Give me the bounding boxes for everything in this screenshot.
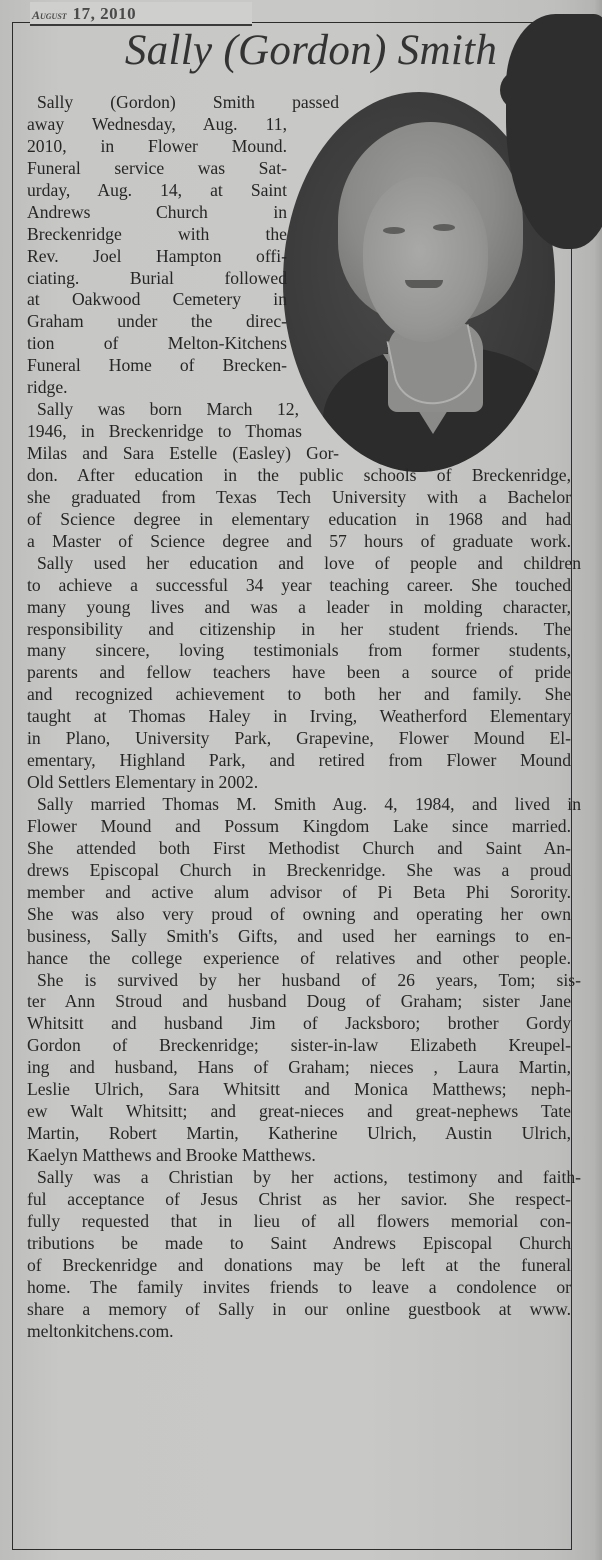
date-day-year: 17, 2010	[72, 4, 137, 23]
paragraph-marriage	[27, 794, 581, 970]
text-line: drews Episcopal Church in Breckenridge. She was a proud	[27, 859, 571, 880]
text-line: at Oakwood Cemetery in	[27, 289, 287, 310]
text-line: meltonkitchens.com.	[27, 1320, 174, 1341]
clipping-date	[30, 2, 252, 26]
text-line: ing and husband, Hans of Graham; nieces , Laura Martin,	[27, 1057, 571, 1078]
text-line: business, Sally Smith's Gifts, and used her earnings to en-	[27, 925, 571, 946]
text-line: hance the college experience of relatives and other people.	[27, 947, 571, 968]
text-line: many sincere, loving testimonials from former students,	[27, 640, 571, 661]
text-line: 2010, in Flower Mound.	[27, 135, 287, 156]
text-line: Rev. Joel Hampton offi-	[27, 245, 287, 266]
text-line: to achieve a successful 34 year teaching career. She touched	[27, 574, 571, 595]
text-line: share a memory of Sally in our online guestbook at www.	[27, 1298, 571, 1319]
date-month: August	[32, 8, 67, 22]
text-line: Sally was born March 12,	[37, 399, 299, 420]
text-line: Whitsitt and husband Jim of Jacksboro; brother Gordy	[27, 1013, 571, 1034]
text-line: Graham under the direc-	[27, 311, 287, 332]
text-line: parents and fellow teachers have been a source of pride	[27, 662, 571, 683]
text-line: Breckenridge with the	[27, 223, 287, 244]
dark-tape-mark-edge	[500, 70, 540, 110]
paragraph-death-notice	[27, 92, 571, 399]
text-line: a Master of Science degree and 57 hours of graduate work.	[27, 530, 571, 551]
text-line: She was also very proud of owning and operating her own	[27, 903, 571, 924]
text-line: tributions be made to Saint Andrews Episcopal Church	[27, 1232, 571, 1253]
text-line: Andrews Church in	[27, 201, 287, 222]
text-line: many young lives and was a leader in molding character,	[27, 596, 571, 617]
text-line: home. The family invites friends to leave a condolence or	[27, 1276, 571, 1297]
text-line: Funeral Home of Brecken-	[27, 355, 287, 376]
text-line: She is survived by her husband of 26 years, Tom; sis-	[37, 969, 581, 990]
text-line: of Breckenridge and donations may be left at the funeral	[27, 1254, 571, 1275]
text-line: tion of Melton-Kitchens	[27, 333, 287, 354]
obituary-body	[27, 92, 581, 1342]
text-line: ementary, Highland Park, and retired from Flower Mound	[27, 750, 571, 771]
text-line: responsibility and citizenship in her student friends. The	[27, 618, 571, 639]
text-line: ew Walt Whitsitt; and great-nieces and great-nephews Tate	[27, 1101, 571, 1122]
paragraph-career	[27, 552, 581, 794]
text-line: Old Settlers Elementary in 2002.	[27, 772, 259, 793]
text-line: ter Ann Stroud and husband Doug of Graham; sister Jane	[27, 991, 571, 1012]
text-line: Kaelyn Matthews and Brooke Matthews.	[27, 1145, 316, 1165]
text-line: Leslie Ulrich, Sara Whitsitt and Monica Matthews; neph-	[27, 1079, 571, 1100]
text-line: Funeral service was Sat-	[27, 157, 287, 178]
text-line: member and active alum advisor of Pi Beta Phi Sorority.	[27, 881, 571, 902]
text-line: She attended both First Methodist Church and Saint An-	[27, 837, 571, 858]
text-line: taught at Thomas Haley in Irving, Weatherford Elementary	[27, 706, 571, 727]
text-line: Martin, Robert Martin, Katherine Ulrich, Austin Ulrich,	[27, 1123, 571, 1144]
text-line: ridge.	[27, 377, 68, 398]
text-line: don. After education in the public schools of Breckenridge,	[27, 464, 571, 485]
text-line: Milas and Sara Estelle (Easley) Gor-	[27, 443, 339, 463]
paragraph-memorials	[27, 1166, 581, 1343]
obituary-headline: Sally (Gordon) Smith	[124, 27, 498, 74]
text-line: Gordon of Breckenridge; sister-in-law Elizabeth Kreupel-	[27, 1035, 571, 1056]
text-line: urday, Aug. 14, at Saint	[27, 179, 287, 200]
text-line: Sally married Thomas M. Smith Aug. 4, 1984, and lived in	[37, 794, 581, 814]
text-line: ful acceptance of Jesus Christ as her savior. She respect-	[27, 1188, 571, 1209]
text-line: Sally was a Christian by her actions, testimony and faith-	[37, 1166, 581, 1187]
text-line: Flower Mound and Possum Kingdom Lake since married.	[27, 815, 571, 836]
text-line: Sally (Gordon) Smith passed	[37, 92, 339, 112]
text-line: she graduated from Texas Tech University with a Bachelor	[27, 486, 571, 507]
text-line: of Science degree in elementary education in 1968 and had	[27, 508, 571, 529]
text-line: Sally used her education and love of people and children	[37, 552, 581, 573]
paragraph-survivors	[27, 969, 581, 1167]
paragraph-early-life	[27, 399, 571, 553]
text-line: in Plano, University Park, Grapevine, Flower Mound El-	[27, 728, 571, 749]
text-line: fully requested that in lieu of all flowers memorial con-	[27, 1210, 571, 1231]
text-line: away Wednesday, Aug. 11,	[27, 113, 287, 134]
text-line: and recognized achievement to both her and family. She	[27, 684, 571, 705]
text-line: ciating. Burial followed	[27, 267, 287, 288]
text-line: 1946, in Breckenridge to Thomas	[27, 421, 302, 442]
